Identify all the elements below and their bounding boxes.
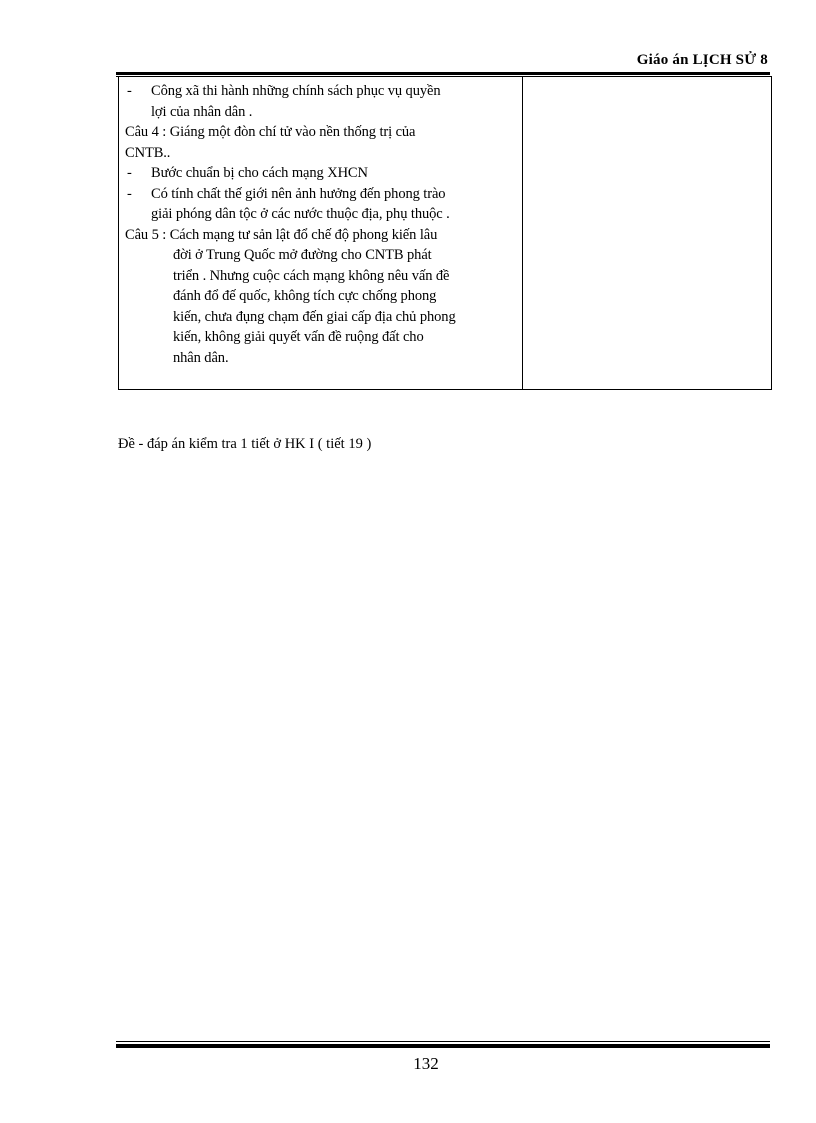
question-5-text: triển . Nhưng cuộc cách mạng không nêu vấn đề xyxy=(173,267,450,284)
header-rule xyxy=(116,72,770,75)
question-5-text: kiến, chưa đụng chạm đến giai cấp địa chủ phong xyxy=(173,308,456,325)
question-5-text: kiến, không giải quyết vấn đề ruộng đất cho xyxy=(173,329,424,345)
document-header-title: Giáo án LỊCH SỬ 8 xyxy=(636,52,768,68)
list-item xyxy=(125,184,516,225)
list-item-text: Bước chuẩn bị cho cách mạng XHCN xyxy=(151,165,368,181)
dash-bullet: - xyxy=(127,165,132,181)
list-item-text: Có tính chất thế giới nên ảnh hưởng đến phong trào xyxy=(151,185,446,202)
list-item xyxy=(125,163,516,184)
page-number: 132 xyxy=(413,1054,439,1073)
footer-rule-thin xyxy=(116,1041,770,1042)
dash-bullet: - xyxy=(127,185,132,202)
notes-column xyxy=(523,77,772,390)
list-item xyxy=(125,81,516,122)
list-item-text: lợi của nhân dân . xyxy=(151,103,253,120)
question-5-text: nhân dân. xyxy=(173,349,229,366)
dash-bullet: - xyxy=(127,83,132,99)
question-4-text: CNTB.. xyxy=(125,144,171,161)
lesson-content-table xyxy=(118,76,772,390)
question-5-text: đánh đổ đế quốc, không tích cực chống phong xyxy=(173,288,437,304)
list-item-text: Công xã thi hành những chính sách phục vụ quyền xyxy=(151,83,441,99)
question-4-answer xyxy=(125,122,516,163)
list-item-text: giải phóng dân tộc ở các nước thuộc địa, phụ thuộc . xyxy=(151,206,450,222)
footer-rule xyxy=(116,1044,770,1048)
section-heading: Đề - đáp án kiểm tra 1 tiết ở HK I ( tiết 19 ) xyxy=(118,436,372,452)
question-4-text: Câu 4 : Giáng một đòn chí tử vào nền thống trị của xyxy=(125,124,416,140)
question-5-answer xyxy=(125,225,516,369)
answer-column xyxy=(119,77,523,390)
question-5-text: Câu 5 : Cách mạng tư sản lật đổ chế độ phong kiến lâu xyxy=(125,226,438,243)
question-5-text: đời ở Trung Quốc mở đường cho CNTB phát xyxy=(173,247,432,263)
